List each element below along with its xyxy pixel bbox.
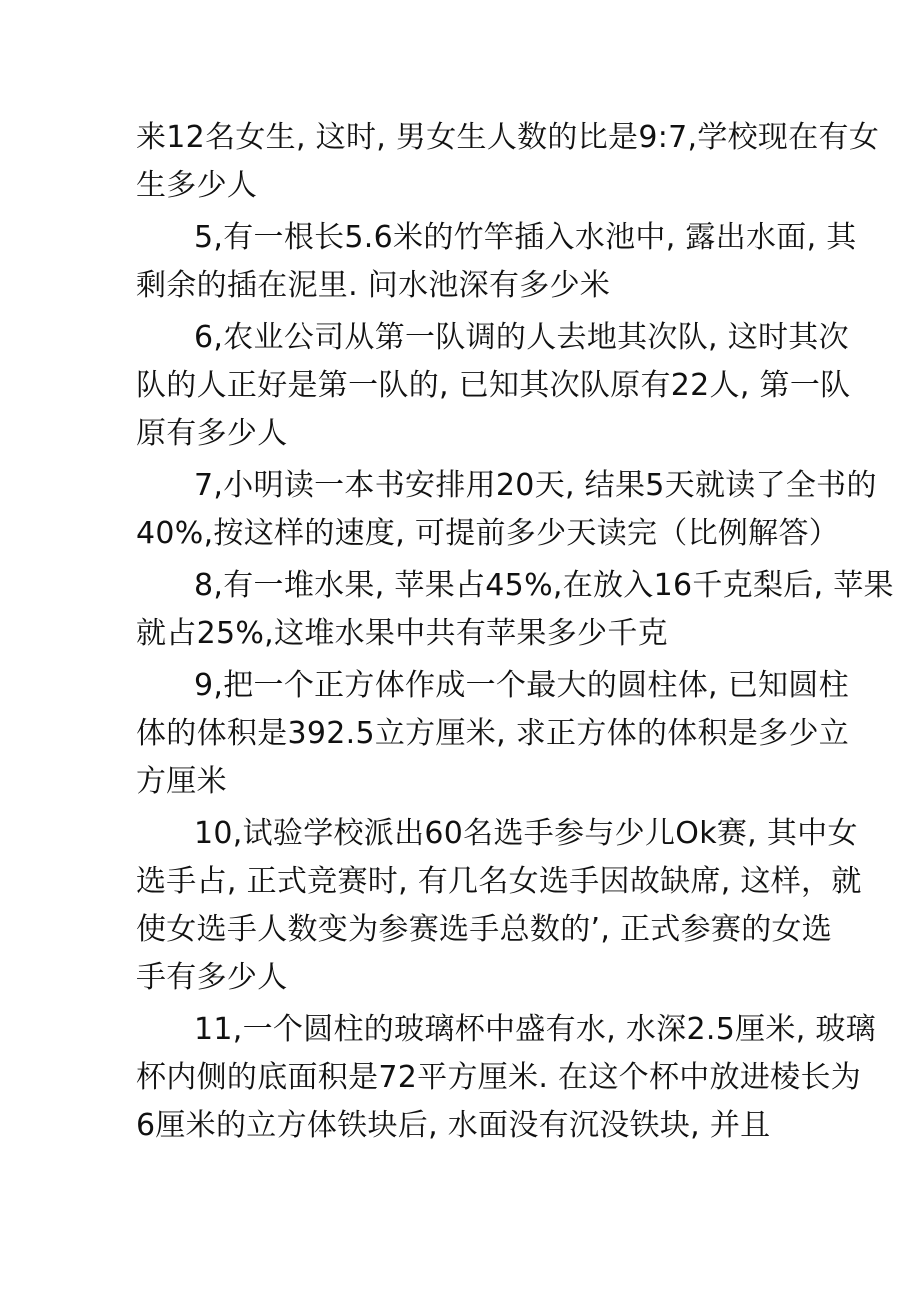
question-11 [136,1006,876,1150]
text-line: 体的体积是392.5立方厘米, 求正方体的体积是多少立 [136,716,850,751]
text-line: 使女选手人数变为参赛选手总数的’, 正式参赛的女选 [136,912,833,947]
text-line: 11,一个圆柱的玻璃杯中盛有水, 水深2.5厘米, 玻璃 [194,1012,876,1047]
question-8 [136,562,894,658]
text-line: 9,把一个正方体作成一个最大的圆柱体, 已知圆柱 [194,668,849,703]
text-line: 队的人正好是第一队的, 已知其次队原有22人, 第一队 [136,368,851,403]
paragraph-continuation [136,114,880,210]
text-line: 杯内侧的底面积是72平方厘米. 在这个杯中放进棱长为 [136,1060,862,1095]
text-line: 7,小明读一本书安排用20天, 结果5天就读了全书的 [194,468,877,503]
question-10 [136,810,862,1002]
question-6 [136,314,851,458]
document-body [136,114,894,1154]
question-7 [136,462,877,558]
text-line: 手有多少人 [136,960,288,995]
question-5 [136,214,857,310]
text-line: 方厘米 [136,764,227,799]
text-line: 来12名女生, 这时, 男女生人数的比是9:7,学校现在有女 [136,120,880,155]
text-line: 8,有一堆水果, 苹果占45%,在放入16千克梨后, 苹果 [194,568,894,603]
text-line: 5,有一根长5.6米的竹竿插入水池中, 露出水面, 其 [194,220,857,255]
question-9 [136,662,850,806]
text-line: 6厘米的立方体铁块后, 水面没有沉没铁块, 并且 [136,1108,771,1143]
text-line: 原有多少人 [136,416,288,451]
text-line: 剩余的插在泥里. 问水池深有多少米 [136,268,611,303]
text-line: 选手占, 正式竞赛时, 有几名女选手因故缺席, 这样，就 [136,864,862,899]
text-line: 就占25%,这堆水果中共有苹果多少千克 [136,616,668,651]
text-line: 10,试验学校派出60名选手参与少儿Ok赛, 其中女 [194,816,858,851]
text-line: 生多少人 [136,168,258,203]
text-line: 40%,按这样的速度, 可提前多少天读完（比例解答） [136,516,840,551]
text-line: 6,农业公司从第一队调的人去地其次队, 这时其次 [194,320,849,355]
